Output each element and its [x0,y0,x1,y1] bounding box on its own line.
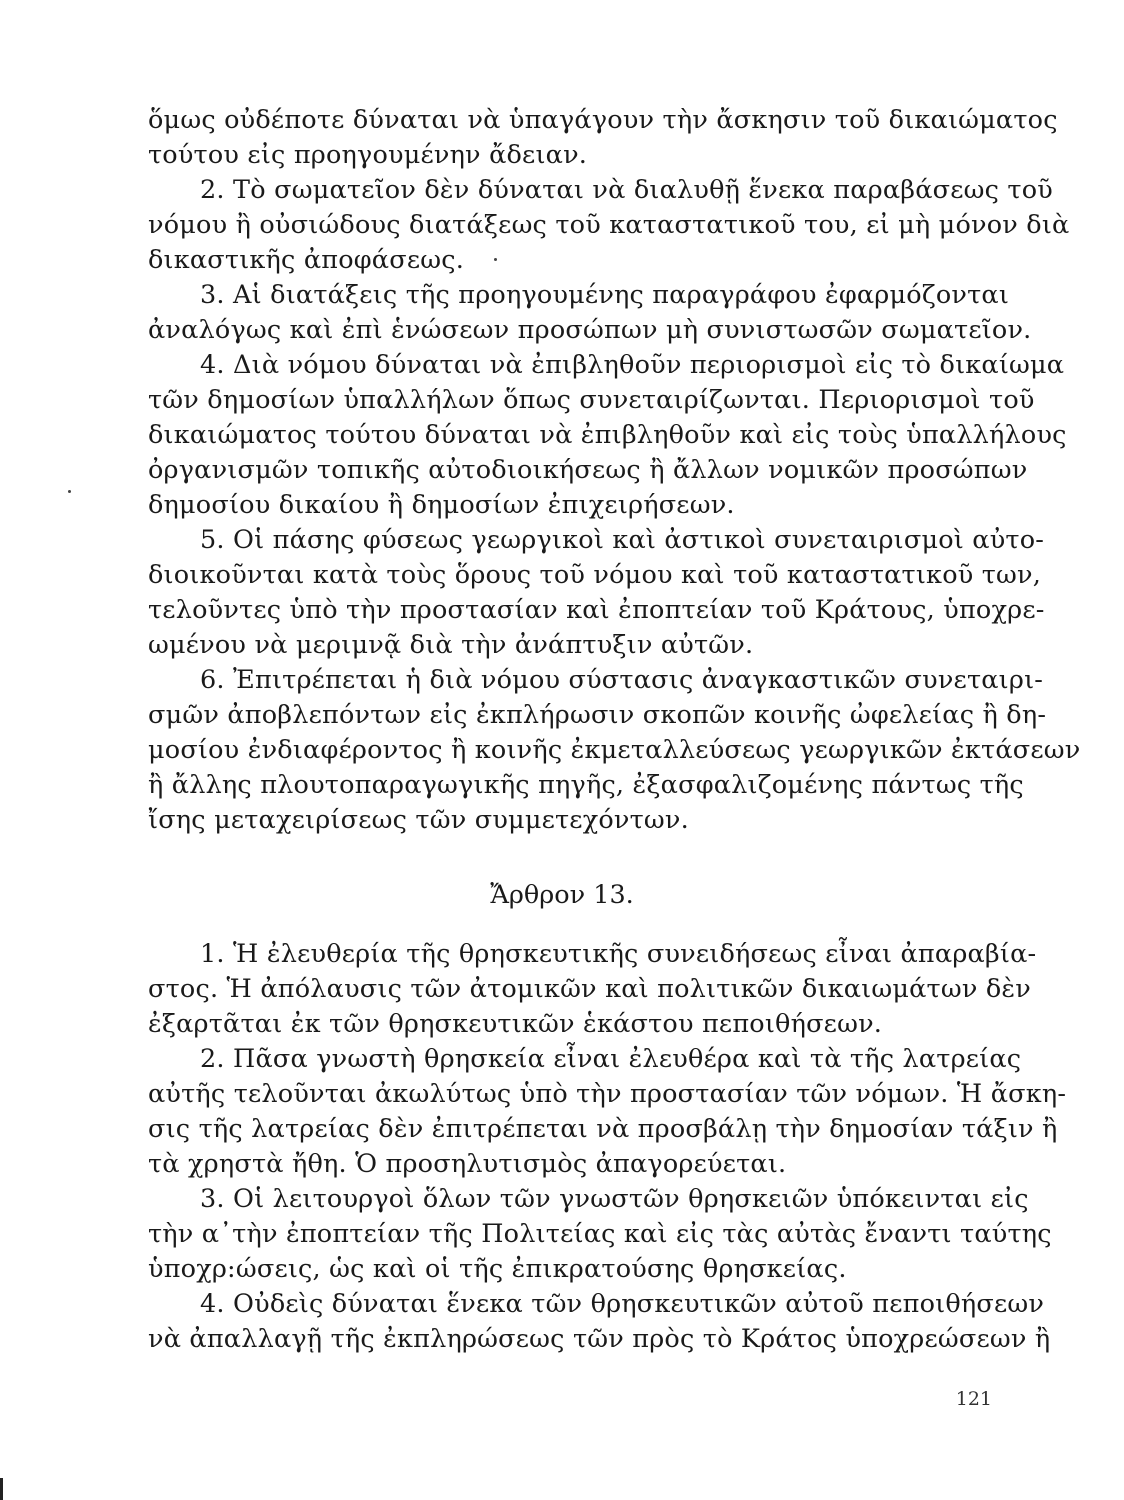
text-line: ὀργανισμῶν τοπικῆς αὐτοδιοικήσεως ἢ ἄλλων νομικῶν προσώπων [148,455,1028,485]
text-line: 3. Αἱ διατάξεις τῆς προηγουμένης παραγράφου ἐφαρμόζονται [200,280,1010,310]
text-line: δικαστικῆς ἀποφάσεως. [148,245,465,275]
text-line: τὴν α᾿τὴν ἐποπτείαν τῆς Πολιτείας καὶ εἰς τὰς αὐτὰς ἔναντι ταύτης [148,1219,1052,1249]
scan-speck [68,490,71,493]
text-line: 4. Διὰ νόμου δύναται νὰ ἐπιβληθοῦν περιορισμοὶ εἰς τὸ δικαίωμα [200,350,1065,380]
text-line: στος. Ἡ ἀπόλαυσις τῶν ἀτομικῶν καὶ πολιτικῶν δικαιωμάτων δὲν [148,974,1031,1004]
scan-speck [494,258,497,261]
text-line: 2. Πᾶσα γνωστὴ θρησκεία εἶναι ἐλευθέρα καὶ τὰ τῆς λατρείας [200,1044,1022,1074]
scan-edge-mark [0,1478,3,1500]
text-line: 3. Οἱ λειτουργοὶ ὅλων τῶν γνωστῶν θρησκειῶν ὑπόκεινται εἰς [200,1184,1029,1214]
text-line: δημοσίου δικαίου ἢ δημοσίων ἐπιχειρήσεων. [148,490,735,520]
text-line: ἀναλόγως καὶ ἐπὶ ἑνώσεων προσώπων μὴ συνιστωσῶν σωματεῖον. [148,315,1032,345]
text-line: ἴσης μεταχειρίσεως τῶν συμμετεχόντων. [148,805,689,835]
text-line: σμῶν ἀποβλεπόντων εἰς ἐκπλήρωσιν σκοπῶν κοινῆς ὠφελείας ἢ δη- [148,700,1047,730]
article-12-text [148,103,1081,838]
text-line: νόμου ἢ οὐσιώδους διατάξεως τοῦ καταστατικοῦ του, εἰ μὴ μόνον διὰ [148,210,1070,240]
text-line: μοσίου ἐνδιαφέροντος ἢ κοινῆς ἐκμεταλλεύσεως γεωργικῶν ἐκτάσεων [148,735,1081,765]
text-line: διοικοῦνται κατὰ τοὺς ὅρους τοῦ νόμου καὶ τοῦ καταστατικοῦ των, [148,560,1042,590]
text-line: ωμένου νὰ μεριμνᾷ διὰ τὴν ἀνάπτυξιν αὐτῶν. [148,630,754,660]
text-line: 2. Τὸ σωματεῖον δὲν δύναται νὰ διαλυθῇ ἕνεκα παραβάσεως τοῦ [200,175,1053,205]
text-line: τελοῦντες ὑπὸ τὴν προστασίαν καὶ ἐποπτείαν τοῦ Κράτους, ὑποχρε- [148,595,1045,625]
text-line: τῶν δημοσίων ὑπαλλήλων ὅπως συνεταιρίζωνται. Περιορισμοὶ τοῦ [148,385,1035,415]
text-line: ὑποχρ:ώσεις, ὡς καὶ οἱ τῆς ἐπικρατούσης θρησκείας. [148,1254,847,1284]
page-number: 121 [955,1388,992,1410]
text-line: τούτου εἰς προηγουμένην ἄδειαν. [148,140,588,170]
text-line: 6. Ἐπιτρέπεται ἡ διὰ νόμου σύστασις ἀναγκαστικῶν συνεταιρι- [200,665,1044,695]
text-line: σις τῆς λατρείας δὲν ἐπιτρέπεται νὰ προσβάλῃ τὴν δημοσίαν τάξιν ἢ [148,1114,1058,1144]
text-line: ἢ ἄλλης πλουτοπαραγωγικῆς πηγῆς, ἐξασφαλιζομένης πάντως τῆς [148,770,1024,800]
text-line: νὰ ἀπαλλαγῇ τῆς ἐκπληρώσεως τῶν πρὸς τὸ Κράτος ὑποχρεώσεων ἢ [148,1324,1051,1354]
text-line: 5. Οἱ πάσης φύσεως γεωργικοὶ καὶ ἀστικοὶ συνεταιρισμοὶ αὐτο- [200,525,1045,555]
text-line: ὅμως οὐδέποτε δύναται νὰ ὑπαγάγουν τὴν ἄσκησιν τοῦ δικαιώματος [148,105,1058,135]
article-13-heading: Ἄρθρον 13. [490,880,634,910]
text-line: δικαιώματος τούτου δύναται νὰ ἐπιβληθοῦν καὶ εἰς τοὺς ὑπαλλήλους [148,420,1067,450]
text-line: ἐξαρτᾶται ἐκ τῶν θρησκευτικῶν ἑκάστου πεποιθήσεων. [148,1009,883,1039]
text-line: 1. Ἡ ἐλευθερία τῆς θρησκευτικῆς συνειδήσεως εἶναι ἀπαραβία- [200,939,1037,969]
article-13-text [148,937,1067,1357]
text-line: τὰ χρηστὰ ἤθη. Ὁ προσηλυτισμὸς ἀπαγορεύεται. [148,1149,787,1179]
text-line: 4. Οὐδεὶς δύναται ἕνεκα τῶν θρησκευτικῶν αὐτοῦ πεποιθήσεων [200,1289,1045,1319]
text-line: αὐτῆς τελοῦνται ἀκωλύτως ὑπὸ τὴν προστασίαν τῶν νόμων. Ἡ ἄσκη- [148,1079,1067,1109]
